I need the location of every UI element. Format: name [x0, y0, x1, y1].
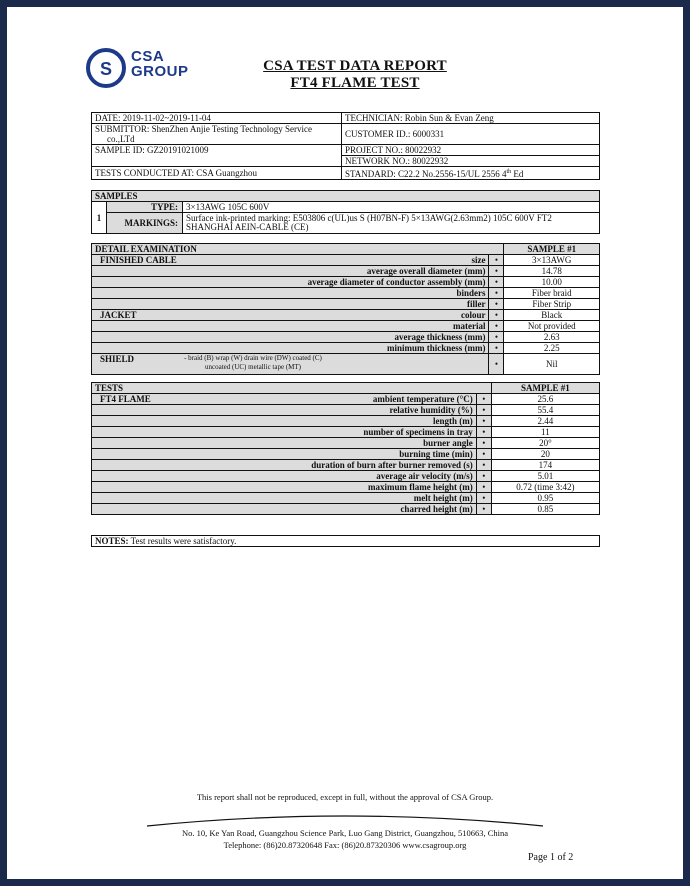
tests-row: [92, 449, 600, 460]
tests-row-value: 0.95: [491, 493, 599, 504]
tests-row-label-cell: [92, 394, 477, 405]
tests-row-bullet: •: [476, 482, 491, 493]
standard-suffix: Ed: [511, 169, 524, 179]
date-cell: DATE: 2019-11-02~2019-11-04: [92, 113, 342, 124]
detail-row-label-cell: [92, 299, 489, 310]
tests-row-value: 174: [491, 460, 599, 471]
detail-row-value: 2.25: [504, 343, 600, 354]
detail-row-label: binders: [456, 288, 486, 298]
markings-line1: Surface ink-printed marking: E503806 c(UL)us S (H07BN-F) 5×13AWG(2.63mm2) 105C 600V FT2: [186, 213, 552, 223]
detail-row-label-cell: [92, 288, 489, 299]
info-table: [91, 112, 600, 180]
detail-row-label-cell: [92, 255, 489, 266]
tests-row-bullet: •: [476, 504, 491, 515]
svg-text:S: S: [99, 59, 113, 79]
detail-row-bullet: •: [489, 332, 504, 343]
detail-row: [92, 343, 600, 354]
type-value: 3×13AWG 105C 600V: [183, 202, 600, 213]
tests-row-bullet: •: [476, 438, 491, 449]
shield-bullet: •: [489, 354, 504, 375]
detail-row-bullet: •: [489, 288, 504, 299]
network-no-cell: NETWORK NO.: 80022932: [342, 156, 600, 167]
shield-cell: [92, 354, 489, 375]
tests-row-label: charred height (m): [400, 504, 473, 514]
detail-row-label: minimum thickness (mm): [386, 343, 486, 353]
detail-row: [92, 299, 600, 310]
tests-row-label-cell: [92, 493, 477, 504]
detail-row-label: colour: [460, 310, 486, 320]
tests-row-value: 55.4: [491, 405, 599, 416]
notes-label: NOTES:: [95, 536, 129, 546]
technician-cell: TECHNICIAN: Robin Sun & Evan Zeng: [342, 113, 600, 124]
footer-address: No. 10, Ke Yan Road, Guangzhou Science Park, Luo Gang District, Guangzhou, 510663, China: [181, 828, 509, 838]
tests-row-value: 0.85: [491, 504, 599, 515]
tests-table: [91, 382, 600, 515]
samples-heading: SAMPLES: [92, 191, 600, 202]
detail-row: [92, 310, 600, 321]
tests-row-value: 20°: [491, 438, 599, 449]
tests-row-label: duration of burn after burner removed (s): [311, 460, 473, 470]
detail-row-label-cell: [92, 277, 489, 288]
tests-row-label-cell: [92, 449, 477, 460]
detail-row-value: 10.00: [504, 277, 600, 288]
shield-note-line2: uncoated (UC) metallic tape (MT): [204, 363, 302, 371]
shield-note: [163, 354, 343, 372]
tests-row-label: length (m): [433, 416, 473, 426]
tests-row: [92, 493, 600, 504]
detail-row-section: JACKET: [100, 310, 137, 320]
shield-label: SHIELD: [100, 354, 135, 364]
logo-text-group: GROUP: [131, 63, 189, 80]
tests-row-bullet: •: [476, 394, 491, 405]
tests-row-label: number of specimens in tray: [363, 427, 473, 437]
footer-contact: Telephone: (86)20.87320648 Fax: (86)20.87320306 www.csagroup.org: [223, 840, 467, 850]
detail-row-bullet: •: [489, 321, 504, 332]
footer-swoosh-icon: [145, 810, 545, 830]
detail-row-value: Fiber Strip: [504, 299, 600, 310]
detail-row-label-cell: [92, 332, 489, 343]
detail-row-label: average overall diameter (mm): [366, 266, 486, 276]
detail-row-value: Fiber braid: [504, 288, 600, 299]
project-no-cell: PROJECT NO.: 80022932: [342, 145, 600, 156]
detail-row-value: Black: [504, 310, 600, 321]
tests-row-value: 11: [491, 427, 599, 438]
detail-row-label: average thickness (mm): [394, 332, 486, 342]
samples-table: [91, 190, 600, 234]
csa-logo-icon: [86, 46, 126, 90]
detail-row-label-cell: [92, 343, 489, 354]
detail-row-value: 14.78: [504, 266, 600, 277]
footer-disclaimer: This report shall not be reproduced, except in full, without the approval of CSA Group.: [196, 792, 494, 802]
tests-row-bullet: •: [476, 427, 491, 438]
markings-line2: SHANGHAI AEIN-CABLE (CE): [186, 222, 309, 232]
detail-row-bullet: •: [489, 277, 504, 288]
tests-row-label-cell: [92, 416, 477, 427]
logo-text: [131, 49, 189, 79]
detail-row-bullet: •: [489, 266, 504, 277]
submittor-line2: co.,LTd: [107, 134, 135, 144]
tests-row-label: average air velocity (m/s): [376, 471, 473, 481]
detail-row: [92, 321, 600, 332]
tests-heading: TESTS: [92, 383, 492, 394]
sample-id-cell: SAMPLE ID: GZ20191021009: [92, 145, 342, 167]
detail-row-value: 2.63: [504, 332, 600, 343]
tests-row-value: 0.72 (time 3:42): [491, 482, 599, 493]
tests-row: [92, 427, 600, 438]
detail-row-value: 3×13AWG: [504, 255, 600, 266]
detail-table: [91, 243, 600, 375]
shield-note-line1: - braid (B) wrap (W) drain wire (DW) coated (C): [184, 354, 322, 362]
tests-row-label: ambient temperature (°C): [372, 394, 473, 404]
notes-text: Test results were satisfactory.: [128, 536, 237, 546]
tests-row-label-cell: [92, 438, 477, 449]
tests-row-label: burning time (min): [399, 449, 473, 459]
detail-row: [92, 332, 600, 343]
tests-row-value: 5.01: [491, 471, 599, 482]
tests-row-bullet: •: [476, 416, 491, 427]
tests-row-value: 25.6: [491, 394, 599, 405]
tests-row-bullet: •: [476, 449, 491, 460]
detail-row-label: size: [471, 255, 486, 265]
type-label: TYPE:: [107, 202, 183, 213]
logo-text-csa: CSA: [131, 48, 165, 65]
detail-row-section: FINISHED CABLE: [100, 255, 177, 265]
notes-cell: [92, 536, 600, 547]
tests-row: [92, 460, 600, 471]
report-title: CSA TEST DATA REPORT: [263, 58, 447, 74]
detail-row: [92, 288, 600, 299]
tests-conducted-cell: TESTS CONDUCTED AT: CSA Guangzhou: [92, 167, 342, 180]
tests-row: [92, 405, 600, 416]
tests-row-bullet: •: [476, 460, 491, 471]
tests-row: [92, 416, 600, 427]
standard-text: STANDARD: C22.2 No.2556-15/UL 2556 4: [345, 169, 507, 179]
tests-row-label-cell: [92, 460, 477, 471]
tests-row-label: relative humidity (%): [389, 405, 473, 415]
detail-row-value: Not provided: [504, 321, 600, 332]
tests-row-label-cell: [92, 482, 477, 493]
submittor-line1: SUBMITTOR: ShenZhen Anjie Testing Technology Service: [95, 124, 312, 134]
customer-id-cell: CUSTOMER ID.: 6000331: [342, 124, 600, 145]
tests-row: [92, 482, 600, 493]
tests-row-bullet: •: [476, 471, 491, 482]
tests-row-label: melt height (m): [413, 493, 473, 503]
tests-row-label-cell: [92, 504, 477, 515]
markings-label: MARKINGS:: [107, 213, 183, 234]
standard-cell: [342, 167, 600, 180]
detail-sample-col: SAMPLE #1: [504, 244, 600, 255]
tests-row: [92, 471, 600, 482]
tests-row-label-cell: [92, 427, 477, 438]
shield-value: Nil: [504, 354, 600, 375]
tests-row: [92, 504, 600, 515]
notes-table: [91, 535, 600, 547]
tests-row-value: 2.44: [491, 416, 599, 427]
page-number: Page 1 of 2: [528, 852, 574, 863]
tests-sample-col: SAMPLE #1: [491, 383, 599, 394]
detail-row-label-cell: [92, 321, 489, 332]
detail-row-bullet: •: [489, 299, 504, 310]
tests-row-label: maximum flame height (m): [368, 482, 473, 492]
report-subtitle: FT4 FLAME TEST: [290, 75, 420, 91]
detail-row-label: filler: [466, 299, 486, 309]
markings-value: [183, 213, 600, 234]
submittor-cell: [92, 124, 342, 145]
standard-sup: th: [506, 169, 512, 175]
detail-row-label-cell: [92, 266, 489, 277]
detail-row: [92, 255, 600, 266]
sample-index: 1: [92, 202, 107, 234]
tests-row-value: 20: [491, 449, 599, 460]
detail-row-bullet: •: [489, 343, 504, 354]
detail-row-bullet: •: [489, 310, 504, 321]
detail-row: [92, 277, 600, 288]
tests-row: [92, 394, 600, 405]
tests-row: [92, 438, 600, 449]
tests-row-bullet: •: [476, 493, 491, 504]
tests-row-label-cell: [92, 405, 477, 416]
tests-row-section: FT4 FLAME: [100, 394, 151, 404]
detail-row-label: material: [452, 321, 486, 331]
tests-row-label: burner angle: [423, 438, 473, 448]
tests-row-label-cell: [92, 471, 477, 482]
detail-row: [92, 266, 600, 277]
detail-row-label-cell: [92, 310, 489, 321]
detail-row-label: average diameter of conductor assembly (mm): [307, 277, 486, 287]
tests-row-bullet: •: [476, 405, 491, 416]
detail-heading: DETAIL EXAMINATION: [92, 244, 504, 255]
detail-row-bullet: •: [489, 255, 504, 266]
